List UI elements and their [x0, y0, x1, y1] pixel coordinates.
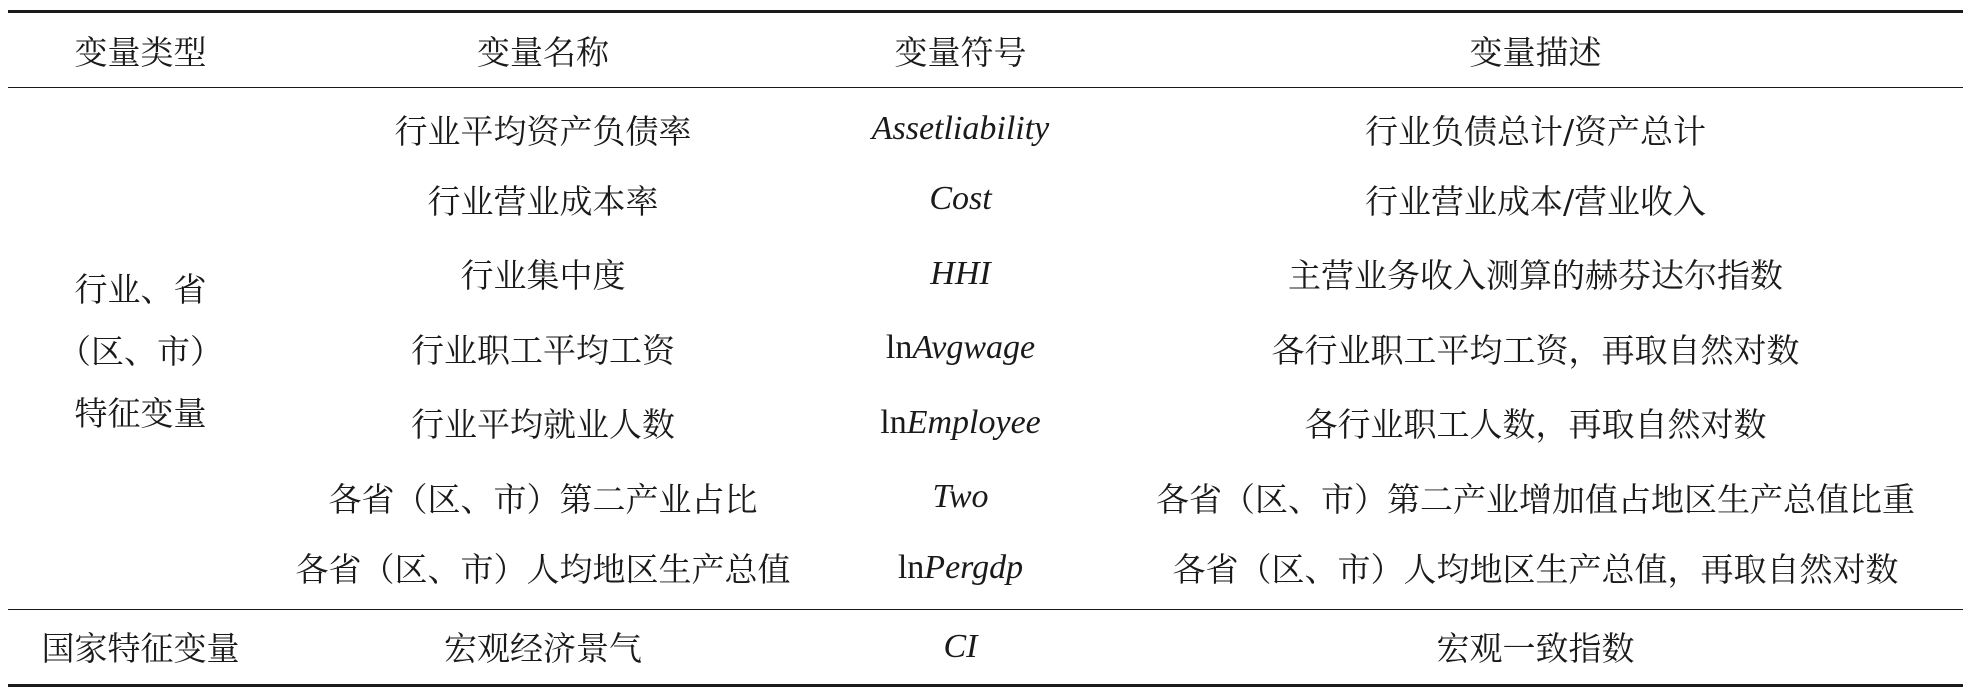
- table-row: [8, 311, 1963, 386]
- variable-name: 宏观经济景气: [444, 629, 642, 668]
- header-variable-symbol: 变量符号: [894, 32, 1027, 72]
- symbol-name: Two: [932, 478, 989, 516]
- table-row: [8, 162, 1963, 237]
- variable-symbol: [813, 535, 1108, 610]
- variable-name: 各省（区、市）人均地区生产总值: [295, 550, 791, 589]
- symbol-prefix: ln: [897, 548, 925, 586]
- symbol-name: Avgwage: [912, 329, 1036, 367]
- industry-province-group: [8, 88, 1963, 610]
- variable-symbol: [813, 386, 1108, 461]
- variable-symbol: [813, 460, 1108, 535]
- header-row: [8, 12, 1963, 88]
- table-row: [8, 535, 1963, 610]
- header-variable-description: 变量描述: [1469, 32, 1602, 72]
- variable-description: 各行业职工平均工资，再取自然对数: [1271, 330, 1800, 370]
- header-variable-type: 变量类型: [74, 32, 207, 72]
- group-type-line: 特征变量: [74, 394, 207, 434]
- variable-description: 各行业职工人数，再取自然对数: [1304, 405, 1767, 445]
- symbol-name: Employee: [906, 403, 1041, 441]
- variable-name: 行业集中度: [460, 256, 626, 296]
- table-header: [8, 12, 1963, 88]
- table-row: [8, 88, 1963, 163]
- national-group: [8, 609, 1963, 685]
- variable-symbol: [813, 311, 1108, 386]
- symbol-prefix: ln: [885, 329, 913, 367]
- symbol-name: CI: [943, 627, 978, 665]
- variable-description: 行业营业成本/营业收入: [1364, 181, 1707, 221]
- variable-description: 宏观一致指数: [1436, 629, 1635, 668]
- table-row: [8, 609, 1963, 685]
- variable-symbol: [813, 88, 1108, 163]
- variable-symbol: [813, 237, 1108, 312]
- group-type-line: 行业、省: [74, 270, 207, 310]
- group-type-cell: 国家特征变量: [41, 629, 240, 668]
- variable-symbol: [813, 609, 1108, 685]
- symbol-prefix: ln: [880, 403, 907, 441]
- variable-name: 行业职工平均工资: [411, 330, 675, 370]
- variable-name: 行业平均资产负债率: [394, 111, 692, 151]
- variable-name: 行业平均就业人数: [411, 405, 675, 445]
- variable-description: 行业负债总计/资产总计: [1364, 111, 1707, 151]
- symbol-name: Cost: [929, 180, 992, 218]
- group-type-line: （区、市）: [58, 332, 223, 372]
- variable-description: 主营业务收入测算的赫芬达尔指数: [1288, 256, 1783, 296]
- symbol-name: HHI: [930, 254, 991, 292]
- variable-symbol: [813, 162, 1108, 237]
- table-row: [8, 460, 1963, 535]
- variable-description: 各省（区、市）第二产业增加值占地区生产总值比重: [1156, 479, 1915, 519]
- header-variable-name: 变量名称: [477, 32, 609, 72]
- symbol-name: Assetliability: [871, 110, 1050, 147]
- group-type-cell: [8, 88, 273, 610]
- table-row: [8, 386, 1963, 461]
- table-row: [8, 237, 1963, 312]
- variable-name: 行业营业成本率: [427, 181, 659, 221]
- symbol-name: Pergdp: [924, 548, 1024, 586]
- variable-definition-table: [8, 10, 1963, 687]
- variable-description: 各省（区、市）人均地区生产总值，再取自然对数: [1172, 550, 1899, 589]
- variable-name: 各省（区、市）第二产业占比: [328, 479, 758, 519]
